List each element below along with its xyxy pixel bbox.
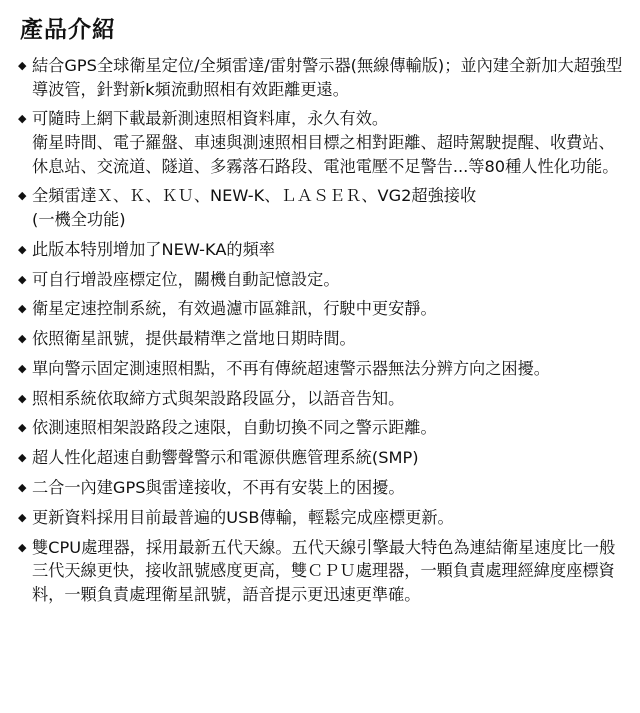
diamond-bullet-icon: ◆ xyxy=(18,332,27,346)
feature-text: 衛星定速控制系統，有效過濾市區雜訊，行駛中更安靜。 xyxy=(32,299,437,319)
diamond-bullet-icon: ◆ xyxy=(18,421,27,435)
diamond-bullet-icon: ◆ xyxy=(18,451,27,465)
feature-text: 全頻雷達Ｘ、Ｋ、ＫＵ、NEW-K、ＬＡＳＥＲ、VG2超強接收 xyxy=(32,186,477,206)
feature-text: (一機全功能) xyxy=(32,209,126,229)
feature-list xyxy=(18,54,626,606)
diamond-bullet-icon: ◆ xyxy=(18,59,27,72)
diamond-bullet-icon: ◆ xyxy=(18,302,27,316)
diamond-bullet-icon: ◆ xyxy=(18,112,27,126)
diamond-bullet-icon: ◆ xyxy=(18,272,27,286)
feature-item xyxy=(18,107,626,178)
feature-text: 可隨時上網下載最新測速照相資料庫，永久有效。 xyxy=(32,109,389,129)
feature-text: 可自行增設座標定位，關機自動記憶設定。 xyxy=(32,269,340,289)
diamond-bullet-icon: ◆ xyxy=(18,391,27,405)
feature-item xyxy=(18,54,626,101)
diamond-bullet-icon: ◆ xyxy=(18,540,27,554)
feature-item xyxy=(18,297,626,321)
feature-item xyxy=(18,238,626,262)
diamond-bullet-icon: ◆ xyxy=(18,510,27,524)
feature-text: 更新資料採用目前最普遍的USB傳輸，輕鬆完成座標更新。 xyxy=(32,507,454,527)
diamond-bullet-icon: ◆ xyxy=(18,480,27,494)
feature-text: 雙CPU處理器，採用最新五代天線。五代天線引擎最大特色為連結衛星速度比一般三代天線更快，接收訊號感度更高，雙ＣＰＵ處理器，一顆負責處理經緯度座標資料，一顆負責處理衛星訊號，語音提示更迅速更準確。 xyxy=(32,537,616,604)
feature-item xyxy=(18,184,626,231)
feature-item xyxy=(18,446,626,470)
feature-item xyxy=(18,416,626,440)
feature-text: 依照衛星訊號，提供最精準之當地日期時間。 xyxy=(32,329,356,349)
feature-text: 二合一內建GPS與雷達接收，不再有安裝上的困擾。 xyxy=(32,477,405,497)
feature-text: 衛星時間、電子羅盤、車速與測速照相目標之相對距離、超時駕駛提醒、收費站、休息站、交流道、隧道、多霧落石路段、電池電壓不足警告...等80種人性化功能。 xyxy=(32,132,619,176)
feature-text: 單向警示固定測速照相點，不再有傳統超速警示器無法分辨方向之困擾。 xyxy=(32,358,550,378)
feature-item xyxy=(18,536,626,607)
feature-text: 結合GPS全球衛星定位/全頻雷達/雷射警示器(無線傳輸版)；並內建全新加大超強型導波管，針對新k頻流動照相有效距離更遠。 xyxy=(32,56,623,99)
feature-text: 照相系統依取締方式與架設路段區分，以語音告知。 xyxy=(32,388,405,408)
feature-item xyxy=(18,506,626,530)
feature-item xyxy=(18,476,626,500)
feature-item xyxy=(18,327,626,351)
feature-item xyxy=(18,357,626,381)
feature-text: 超人性化超速自動響聲警示和電源供應管理系統(SMP) xyxy=(32,448,419,468)
diamond-bullet-icon: ◆ xyxy=(18,242,27,256)
feature-text: 此版本特別增加了NEW-KA的頻率 xyxy=(32,239,275,259)
feature-text: 依測速照相架設路段之速限，自動切換不同之警示距離。 xyxy=(32,418,437,438)
diamond-bullet-icon: ◆ xyxy=(18,189,27,203)
feature-item xyxy=(18,387,626,411)
page-title: 產品介紹 xyxy=(20,17,116,43)
diamond-bullet-icon: ◆ xyxy=(18,361,27,375)
feature-item xyxy=(18,268,626,292)
